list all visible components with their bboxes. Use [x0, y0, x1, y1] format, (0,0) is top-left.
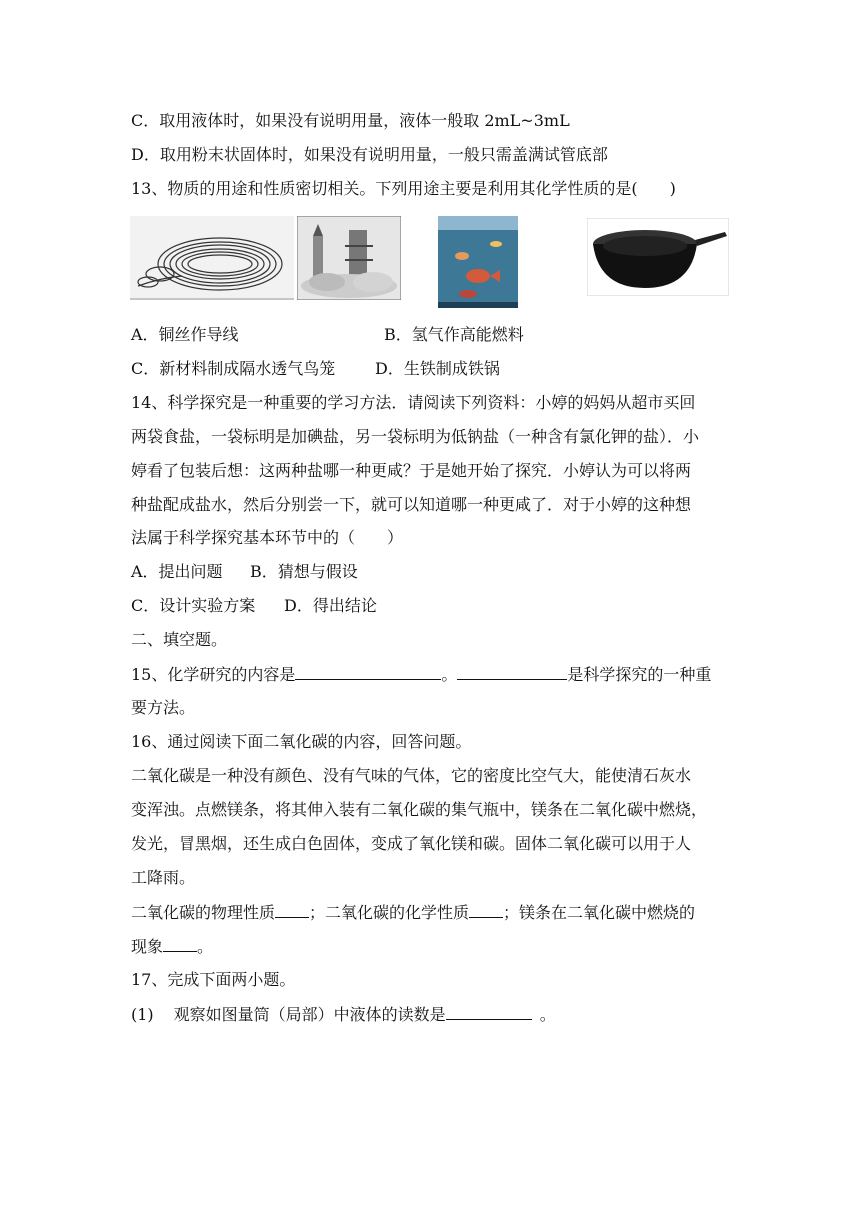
- q16-text-a: 二氧化碳的物理性质: [131, 903, 276, 922]
- q14-option-a: A．提出问题: [131, 562, 223, 581]
- q15-text-3: 是科学探究的一种重: [567, 665, 712, 684]
- q15-line-1: [131, 663, 711, 686]
- q13-option-d: D．生铁制成铁锅: [375, 359, 500, 378]
- q16-blank-chemical[interactable]: [469, 901, 503, 918]
- q14-option-c: C．设计实验方案: [131, 596, 256, 615]
- q16-passage-1: 二氧化碳是一种没有颜色、没有气味的气体，它的密度比空气大，能使清石灰水: [131, 766, 692, 785]
- q16-text-c: ；镁条在二氧化碳中燃烧的: [503, 903, 696, 922]
- q16-text-b: ；二氧化碳的化学性质: [309, 903, 470, 922]
- q16-blank-physical[interactable]: [275, 901, 309, 918]
- q12-option-d: D．取用粉末状固体时，如果没有说明用量，一般只需盖满试管底部: [131, 145, 608, 164]
- q17-sub-1: [131, 1003, 556, 1026]
- fish-cage-image: [438, 216, 518, 308]
- section-heading: 二、填空题。: [131, 630, 228, 649]
- q16-question-line-2: [131, 935, 213, 958]
- q13-stem: 13、物质的用途和性质密切相关。下列用途主要是利用其化学性质的是( ): [131, 179, 676, 198]
- q16-passage-4: 工降雨。: [131, 868, 196, 887]
- q13-option-a: A．铜丝作导线: [131, 325, 239, 344]
- q14-line-4: 种盐配成盐水，然后分别尝一下，就可以知道哪一种更咸了．对于小婷的这种想: [131, 495, 692, 514]
- q14-line-1: 14、科学探究是一种重要的学习方法．请阅读下列资料：小婷的妈妈从超市买回: [131, 393, 696, 412]
- q15-text-1: 15、化学研究的内容是: [131, 665, 296, 684]
- q14-option-d: D．得出结论: [284, 596, 377, 615]
- q15-blank-1[interactable]: [295, 663, 441, 680]
- q15-blank-2[interactable]: [457, 663, 567, 680]
- copper-wire-image: [130, 216, 294, 300]
- q17-sub-1-end: 。: [539, 1005, 556, 1024]
- q13-option-b: B．氢气作高能燃料: [384, 325, 524, 344]
- q16-stem: 16、通过阅读下面二氧化碳的内容，回答问题。: [131, 732, 472, 751]
- q16-text-d: 现象: [131, 937, 164, 956]
- q14-line-2: 两袋食盐，一袋标明是加碘盐，另一袋标明为低钠盐（一种含有氯化钾的盐）．小: [131, 427, 700, 446]
- q16-passage-2: 变浑浊。点燃镁条，将其伸入装有二氧化碳的集气瓶中，镁条在二氧化碳中燃烧，: [131, 800, 708, 819]
- hydrogen-rocket-image: [297, 216, 401, 300]
- q16-question-line-1: [131, 901, 695, 924]
- q13-option-c: C．新材料制成隔水透气鸟笼: [131, 359, 336, 378]
- q17-sub-1-text: 观察如图量筒（局部）中液体的读数是: [173, 1005, 446, 1024]
- q16-passage-3: 发光，冒黑烟，还生成白色固体，变成了氧化镁和碳。固体二氧化碳可以用于人: [131, 834, 692, 853]
- q16-blank-phenomenon[interactable]: [163, 935, 197, 952]
- q16-text-e: 。: [197, 937, 214, 956]
- q17-stem: 17、完成下面两小题。: [131, 970, 296, 989]
- q14-option-b: B．猜想与假设: [250, 562, 358, 581]
- q12-option-c: C．取用液体时，如果没有说明用量，液体一般取 2mL~3mL: [131, 111, 570, 130]
- q14-line-3: 婷看了包装后想：这两种盐哪一种更咸？于是她开始了探究．小婷认为可以将两: [131, 461, 692, 480]
- q14-line-5: 法属于科学探究基本环节中的（ ）: [131, 528, 404, 547]
- q17-blank-reading[interactable]: [446, 1003, 532, 1020]
- q15-text-2: 。: [441, 665, 458, 684]
- q15-line-2: 要方法。: [131, 698, 196, 717]
- iron-wok-image: [587, 218, 729, 296]
- q17-sub-1-number: (1): [131, 1005, 154, 1024]
